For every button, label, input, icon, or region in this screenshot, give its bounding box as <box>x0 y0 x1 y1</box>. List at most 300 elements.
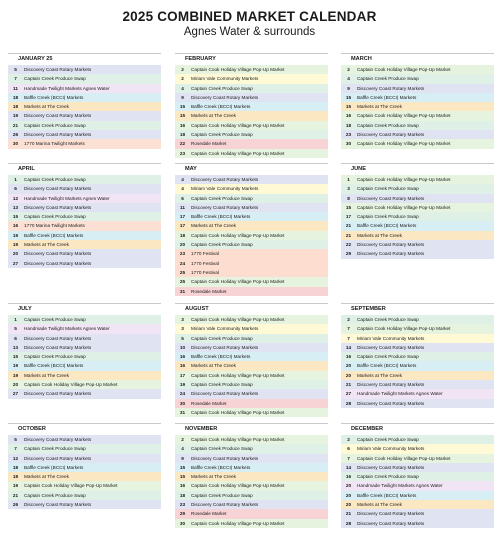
event-row <box>175 111 328 120</box>
event-day: 26 <box>12 502 19 508</box>
event-day: 24 <box>179 391 186 397</box>
event-day: 5 <box>14 67 17 72</box>
event-day: 1 <box>14 177 17 182</box>
event-row <box>8 463 161 472</box>
event-day: 4 <box>181 85 184 91</box>
event-row <box>341 249 494 258</box>
event-row <box>341 74 494 83</box>
event-row <box>8 249 161 258</box>
event-row <box>175 259 328 268</box>
event-day: 20 <box>345 492 352 498</box>
page-subtitle: Agnes Water & surrounds <box>183 26 316 38</box>
event-row <box>175 371 328 380</box>
month-september <box>341 303 494 408</box>
event-name: Baffle Creek (BCCI) Markets <box>191 354 251 360</box>
month-name: AUGUST <box>175 303 328 315</box>
event-name: Discovery Coast Rotary Markets <box>24 455 92 461</box>
event-name: Discovery Coast Rotary Markets <box>357 132 425 138</box>
month-name: OCTOBER <box>8 423 161 435</box>
event-row <box>341 139 494 148</box>
event-day: 18 <box>179 232 186 238</box>
month-name: APRIL <box>8 163 161 175</box>
event-day: 7 <box>347 335 350 341</box>
event-day: 19 <box>12 372 19 378</box>
event-row <box>341 102 494 111</box>
event-day: 8 <box>347 195 350 201</box>
event-name: Discovery Coast Rotary Markets <box>24 391 92 397</box>
event-row <box>341 380 494 389</box>
event-row <box>175 184 328 193</box>
event-row <box>8 184 161 193</box>
event-name: Captain Cook Holiday Village Pop-Up Market <box>191 122 285 128</box>
event-name: Discovery Coast Rotary Markets <box>357 85 425 91</box>
event-name: Captain Cook Holiday Village Pop-Up Market <box>191 279 285 285</box>
event-day: 1 <box>347 177 350 182</box>
event-row <box>341 519 494 528</box>
event-row <box>175 435 328 444</box>
event-row <box>175 139 328 148</box>
event-name: Markets at The Creek <box>24 372 69 378</box>
event-day: 23 <box>345 132 352 138</box>
event-day: 17 <box>179 372 186 378</box>
event-name: Rosedale Market <box>191 141 227 147</box>
event-row <box>8 380 161 389</box>
event-row <box>175 93 328 102</box>
event-row <box>8 212 161 221</box>
event-name: Captain Creek Produce Swap <box>24 214 86 220</box>
event-row <box>175 324 328 333</box>
event-name: Captain Creek Produce Swap <box>24 446 86 452</box>
event-name: Captain Cook Holiday Village Pop-Up Market <box>357 326 451 332</box>
month-name: JUNE <box>341 163 494 175</box>
event-day: 16 <box>345 354 352 360</box>
event-name: Markets at The Creek <box>357 232 402 238</box>
month-april <box>8 163 161 268</box>
event-name: Markets at The Creek <box>191 363 236 369</box>
event-row <box>8 472 161 481</box>
event-day: 21 <box>345 232 352 238</box>
event-day: 16 <box>179 354 186 360</box>
event-day: 19 <box>12 242 19 248</box>
event-row <box>341 343 494 352</box>
event-row <box>341 93 494 102</box>
event-name: Discovery Coast Rotary Markets <box>24 67 92 72</box>
event-row <box>341 194 494 203</box>
event-row <box>8 240 161 249</box>
event-day: 20 <box>345 372 352 378</box>
month-december <box>341 423 494 528</box>
event-day: 9 <box>181 94 184 100</box>
event-day: 6 <box>14 335 17 341</box>
event-day: 7 <box>14 76 17 82</box>
event-row <box>8 315 161 324</box>
event-name: 1770 Marina Twilight Markets <box>24 223 85 229</box>
event-row <box>341 389 494 398</box>
event-row <box>341 231 494 240</box>
event-name: Captain Creek Produce Swap <box>191 382 253 388</box>
event-day: 21 <box>345 223 352 229</box>
event-name: Baffle Creek (BCCI) Markets <box>191 464 251 470</box>
event-day: 21 <box>345 511 352 517</box>
event-name: Discovery Coast Rotary Markets <box>357 520 425 526</box>
event-day: 16 <box>345 474 352 480</box>
event-row <box>341 184 494 193</box>
event-name: Captain Cook Holiday Village Pop-Up Market <box>191 409 285 415</box>
event-day: 19 <box>179 382 186 388</box>
event-day: 21 <box>12 492 19 498</box>
event-day: 3 <box>347 186 350 192</box>
event-name: Captain Creek Produce Swap <box>191 335 253 341</box>
event-day: 18 <box>345 122 352 128</box>
event-day: 2 <box>347 317 350 322</box>
event-name: Discovery Coast Rotary Markets <box>191 391 259 397</box>
event-name: Markets at The Creek <box>24 474 69 480</box>
event-name: Baffle Creek (BCCI) Markets <box>24 363 84 369</box>
event-row <box>341 472 494 481</box>
event-day: 17 <box>179 223 186 229</box>
event-name: Captain Creek Produce Swap <box>24 122 86 128</box>
event-name: Discovery Coast Rotary Markets <box>357 511 425 517</box>
event-day: 30 <box>179 520 186 526</box>
event-row <box>341 221 494 230</box>
event-row <box>175 380 328 389</box>
month-march <box>341 53 494 149</box>
event-row <box>8 102 161 111</box>
event-name: Captain Cook Holiday Village Pop-Up Market <box>191 317 285 322</box>
event-day: 15 <box>179 113 186 119</box>
event-day: 3 <box>181 317 184 322</box>
event-name: 1770 Festival <box>191 251 219 257</box>
event-row <box>175 454 328 463</box>
event-name: Markets at The Creek <box>24 104 69 110</box>
event-row <box>175 84 328 93</box>
event-row <box>341 361 494 370</box>
event-row <box>341 111 494 120</box>
event-row <box>341 240 494 249</box>
event-name: Captain Creek Produce Swap <box>191 195 253 201</box>
month-february <box>175 53 328 158</box>
event-row <box>341 509 494 518</box>
event-row <box>175 212 328 221</box>
event-row <box>8 352 161 361</box>
event-day: 20 <box>12 382 19 388</box>
event-name: Captain Creek Produce Swap <box>24 76 86 82</box>
event-day: 15 <box>179 464 186 470</box>
event-name: Markets at The Creek <box>357 372 402 378</box>
event-row <box>341 65 494 74</box>
month-october <box>8 423 161 509</box>
event-row <box>8 371 161 380</box>
event-day: 2 <box>181 437 184 442</box>
month-july <box>8 303 161 399</box>
event-day: 16 <box>179 122 186 128</box>
event-name: Captain Cook Holiday Village Pop-Up Market <box>357 177 451 182</box>
event-day: 31 <box>179 409 186 415</box>
event-name: Captain Creek Produce Swap <box>357 474 419 480</box>
event-name: Handmade Twilight Markets Agnes Water <box>24 195 110 201</box>
event-day: 20 <box>12 251 19 257</box>
event-name: Baffle Creek (BCCI) Markets <box>357 492 417 498</box>
event-name: Discovery Coast Rotary Markets <box>191 204 259 210</box>
event-row <box>175 249 328 258</box>
event-row <box>341 175 494 184</box>
event-day: 24 <box>179 260 186 266</box>
event-day: 18 <box>12 104 19 110</box>
event-row <box>8 231 161 240</box>
event-day: 21 <box>345 382 352 388</box>
event-row <box>175 444 328 453</box>
event-day: 11 <box>180 204 185 210</box>
event-day: 30 <box>179 400 186 406</box>
event-name: Baffle Creek (BCCI) Markets <box>357 223 417 229</box>
event-row <box>8 111 161 120</box>
event-name: Markets at The Creek <box>191 113 236 119</box>
event-name: Captain Cook Holiday Village Pop-Up Market <box>357 141 451 147</box>
event-day: 30 <box>12 141 19 147</box>
event-name: Captain Creek Produce Swap <box>191 492 253 498</box>
event-row <box>8 121 161 130</box>
event-name: Captain Cook Holiday Village Pop-Up Market <box>357 67 451 72</box>
event-row <box>175 175 328 184</box>
event-day: 1 <box>14 317 17 322</box>
event-name: Captain Creek Produce Swap <box>24 177 86 182</box>
event-row <box>175 221 328 230</box>
event-row <box>8 93 161 102</box>
event-name: Captain Creek Produce Swap <box>357 214 419 220</box>
event-row <box>8 361 161 370</box>
event-name: Discovery Coast Rotary Markets <box>357 344 425 350</box>
event-day: 26 <box>12 132 19 138</box>
event-name: Captain Creek Produce Swap <box>191 132 253 138</box>
event-day: 18 <box>12 474 19 480</box>
month-name: MARCH <box>341 53 494 65</box>
event-name: Handmade Twilight Markets Agnes Water <box>24 326 110 332</box>
event-row <box>8 500 161 509</box>
event-row <box>175 194 328 203</box>
event-day: 2 <box>181 76 184 82</box>
event-day: 14 <box>345 344 352 350</box>
event-row <box>341 84 494 93</box>
month-name: NOVEMBER <box>175 423 328 435</box>
event-day: 15 <box>345 204 352 210</box>
event-row <box>341 491 494 500</box>
event-day: 27 <box>12 260 19 266</box>
event-name: Handmade Twilight Markets Agnes Water <box>357 391 443 397</box>
event-day: 25 <box>179 279 186 285</box>
event-name: Captain Cook Holiday Village Pop-Up Market <box>191 437 285 442</box>
event-name: Captain Cook Holiday Village Pop-Up Market <box>357 204 451 210</box>
event-row <box>175 361 328 370</box>
month-name: SEPTEMBER <box>341 303 494 315</box>
event-row <box>8 454 161 463</box>
event-day: 15 <box>345 94 352 100</box>
event-name: Discovery Coast Rotary Markets <box>24 437 92 442</box>
event-row <box>8 481 161 490</box>
event-day: 18 <box>12 464 19 470</box>
event-name: Captain Creek Produce Swap <box>357 437 419 442</box>
event-day: 12 <box>12 455 19 461</box>
event-day: 13 <box>12 204 19 210</box>
event-day: 21 <box>12 122 19 128</box>
event-name: Baffle Creek (BCCI) Markets <box>24 94 84 100</box>
event-row <box>175 203 328 212</box>
event-name: Discovery Coast Rotary Markets <box>24 113 92 119</box>
event-row <box>175 315 328 324</box>
event-row <box>175 65 328 74</box>
event-name: 1770 Festival <box>191 260 219 266</box>
event-day: 25 <box>179 269 186 275</box>
event-day: 22 <box>345 242 352 248</box>
event-day: 19 <box>12 483 19 489</box>
month-january <box>8 53 161 149</box>
event-row <box>341 324 494 333</box>
event-day: 22 <box>179 141 186 147</box>
event-row <box>175 519 328 528</box>
event-day: 13 <box>12 344 19 350</box>
event-row <box>8 194 161 203</box>
event-day: 6 <box>14 186 17 192</box>
event-name: Discovery Coast Rotary Markets <box>191 502 259 508</box>
event-day: 18 <box>179 492 186 498</box>
event-row <box>175 334 328 343</box>
event-row <box>341 315 494 324</box>
event-name: Discovery Coast Rotary Markets <box>24 502 92 508</box>
event-day: 2 <box>347 67 350 72</box>
event-row <box>175 509 328 518</box>
event-row <box>8 259 161 268</box>
month-august <box>175 303 328 417</box>
event-name: Captain Creek Produce Swap <box>357 354 419 360</box>
event-day: 16 <box>345 113 352 119</box>
event-name: Discovery Coast Rotary Markets <box>191 177 259 182</box>
event-name: Rosedale Market <box>191 511 227 517</box>
month-name: JANUARY 25 <box>8 53 161 65</box>
event-name: Discovery Coast Rotary Markets <box>357 382 425 388</box>
event-name: Discovery Coast Rotary Markets <box>191 94 259 100</box>
event-day: 17 <box>345 214 352 220</box>
event-name: Captain Cook Holiday Village Pop-Up Market <box>191 67 285 72</box>
event-name: Captain Cook Holiday Village Pop-Up Market <box>191 483 285 489</box>
event-day: 28 <box>345 400 352 406</box>
event-row <box>8 74 161 83</box>
event-name: Markets at The Creek <box>191 223 236 229</box>
event-name: Captain Cook Holiday Village Pop-Up Market <box>357 113 451 119</box>
event-name: Discovery Coast Rotary Markets <box>24 335 92 341</box>
event-row <box>175 287 328 296</box>
event-day: 2 <box>347 437 350 442</box>
event-day: 15 <box>179 104 186 110</box>
page-title: 2025 COMBINED MARKET CALENDAR <box>122 9 377 24</box>
event-day: 16 <box>179 363 186 369</box>
event-name: 1770 Festival <box>191 269 219 275</box>
event-day: 16 <box>179 483 186 489</box>
event-row <box>175 500 328 509</box>
event-name: Baffle Creek (BCCI) Markets <box>24 464 84 470</box>
event-name: Discovery Coast Rotary Markets <box>24 186 92 192</box>
event-row <box>341 203 494 212</box>
event-name: Baffle Creek (BCCI) Markets <box>191 214 251 220</box>
event-name: Discovery Coast Rotary Markets <box>24 204 92 210</box>
event-day: 20 <box>345 502 352 508</box>
event-name: Captain Creek Produce Swap <box>191 242 253 248</box>
event-row <box>175 343 328 352</box>
event-name: Captain Cook Holiday Village Pop-Up Market <box>191 150 285 156</box>
event-name: Captain Cook Holiday Village Pop-Up Market <box>191 520 285 526</box>
event-row <box>8 221 161 230</box>
event-name: Miriam Vale Community Markets <box>191 76 259 82</box>
event-day: 19 <box>12 363 19 369</box>
event-day: 28 <box>345 520 352 526</box>
event-name: Discovery Coast Rotary Markets <box>24 132 92 138</box>
event-day: 17 <box>179 214 186 220</box>
event-day: 18 <box>12 94 19 100</box>
event-row <box>175 74 328 83</box>
event-day: 14 <box>345 464 352 470</box>
event-row <box>341 454 494 463</box>
event-day: 19 <box>12 232 19 238</box>
event-day: 15 <box>345 104 352 110</box>
event-day: 5 <box>181 335 184 341</box>
event-row <box>341 371 494 380</box>
event-name: Captain Creek Produce Swap <box>191 85 253 91</box>
month-name: DECEMBER <box>341 423 494 435</box>
event-name: Miriam Vale Community Markets <box>191 186 259 192</box>
event-row <box>8 139 161 148</box>
month-name: MAY <box>175 163 328 175</box>
event-day: 18 <box>179 132 186 138</box>
event-row <box>8 203 161 212</box>
event-row <box>175 463 328 472</box>
event-row <box>8 444 161 453</box>
event-day: 10 <box>179 344 186 350</box>
event-name: Discovery Coast Rotary Markets <box>357 464 425 470</box>
event-row <box>175 121 328 130</box>
event-row <box>8 84 161 93</box>
event-row <box>175 399 328 408</box>
event-name: Captain Creek Produce Swap <box>24 317 86 322</box>
event-day: 19 <box>12 113 19 119</box>
event-day: 7 <box>14 446 17 452</box>
event-name: Captain Cook Holiday Village Pop-Up Market <box>191 232 285 238</box>
event-day: 5 <box>14 437 17 442</box>
event-row <box>341 500 494 509</box>
event-day: 6 <box>347 446 350 452</box>
event-row <box>341 481 494 490</box>
event-day: 15 <box>12 214 19 220</box>
event-name: Discovery Coast Rotary Markets <box>24 251 92 257</box>
event-row <box>8 324 161 333</box>
event-name: Captain Cook Holiday Village Pop-Up Market <box>24 382 118 388</box>
event-name: Captain Cook Holiday Village Pop-Up Market <box>191 372 285 378</box>
event-name: Handmade Twilight Markets Agnes Water <box>24 85 110 91</box>
event-row <box>175 102 328 111</box>
event-name: Discovery Coast Rotary Markets <box>191 344 259 350</box>
event-day: 9 <box>181 455 184 461</box>
event-row <box>341 130 494 139</box>
event-name: Rosedale Market <box>191 400 227 406</box>
month-november <box>175 423 328 528</box>
event-name: Discovery Coast Rotary Markets <box>357 251 425 257</box>
event-day: 20 <box>179 242 186 248</box>
event-name: Captain Creek Produce Swap <box>357 76 419 82</box>
event-name: Markets at The Creek <box>24 242 69 248</box>
event-name: Captain Creek Produce Swap <box>24 354 86 360</box>
event-name: Markets at The Creek <box>191 474 236 480</box>
event-row <box>341 463 494 472</box>
event-name: Captain Cook Holiday Village Pop-Up Market <box>357 455 451 461</box>
event-day: 27 <box>12 391 19 397</box>
event-row <box>8 343 161 352</box>
